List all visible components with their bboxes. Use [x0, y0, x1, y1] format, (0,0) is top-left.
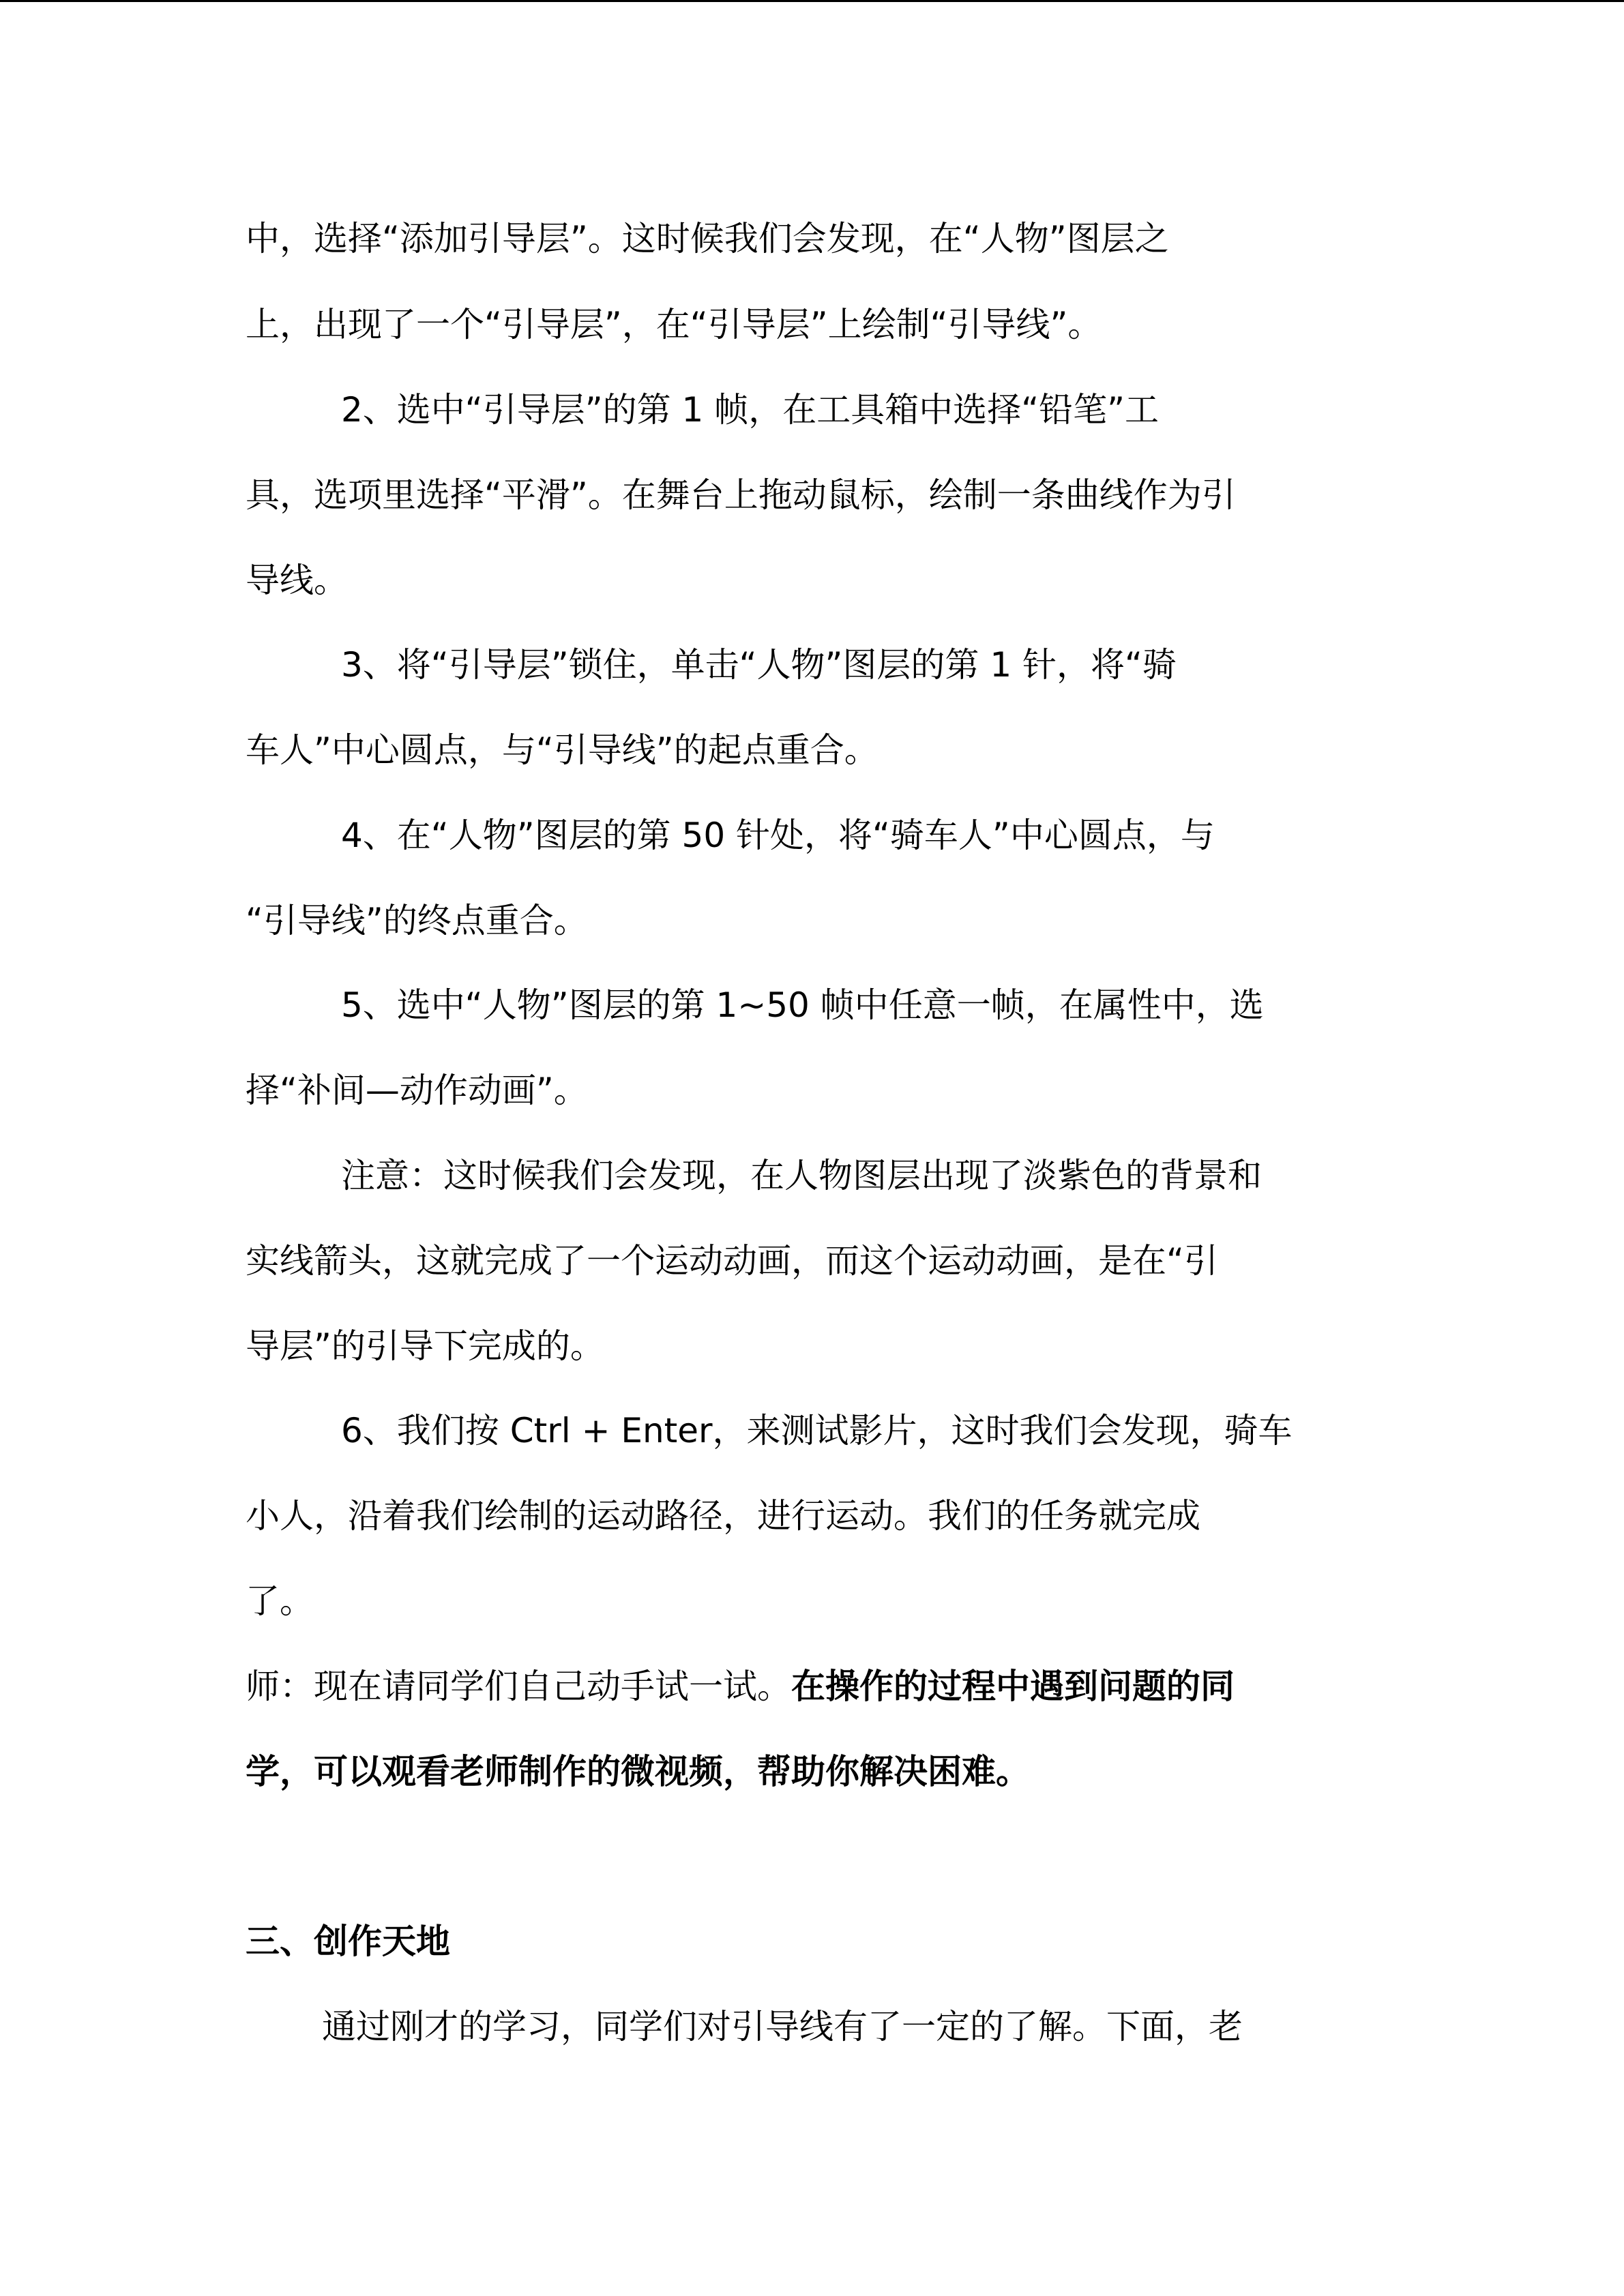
step-3-line-1: 3、将“引导层”锁住，单击“人物”图层的第 1 针，将“骑 — [341, 645, 1177, 685]
note-line-3: 导层”的引导下完成的。 — [246, 1326, 604, 1366]
step-3-line-2: 车人”中心圆点，与“引导线”的起点重合。 — [246, 730, 879, 770]
teacher-line-1-regular: 师：现在请同学们自己动手试一试。 — [246, 1667, 791, 1706]
teacher-line-1-bold: 在操作的过程中遇到问题的同 — [791, 1667, 1235, 1706]
teacher-line-1 — [246, 1666, 1235, 1707]
note-line-1: 注意：这时候我们会发现，在人物图层出现了淡紫色的背景和 — [341, 1156, 1262, 1195]
section-heading: 三、创作天地 — [246, 1922, 450, 1961]
step-2-line-2: 具，选项里选择“平滑”。在舞台上拖动鼠标，绘制一条曲线作为引 — [246, 475, 1236, 515]
note-line-2: 实线箭头，这就完成了一个运动动画，而这个运动动画，是在“引 — [246, 1241, 1218, 1281]
paragraph-line-2: 上，出现了一个“引导层”，在“引导层”上绘制“引导线”。 — [246, 305, 1102, 344]
step-2-line-3: 导线。 — [246, 561, 348, 600]
section-paragraph-line-1: 通过刚才的学习，同学们对引导线有了一定的了解。下面，老 — [322, 2007, 1243, 2046]
paragraph-line-1: 中，选择“添加引导层”。这时候我们会发现，在“人物”图层之 — [246, 219, 1169, 258]
teacher-line-2: 学，可以观看老师制作的微视频，帮助你解决困难。 — [246, 1752, 1030, 1791]
document-page — [246, 0, 1378, 2296]
step-5-line-1: 5、选中“人物”图层的第 1~50 帧中任意一帧，在属性中，选 — [341, 985, 1264, 1025]
step-4-line-2: “引导线”的终点重合。 — [246, 901, 588, 940]
step-6-line-2: 小人，沿着我们绘制的运动路径，进行运动。我们的任务就完成 — [246, 1496, 1200, 1536]
step-6-line-1: 6、我们按 Ctrl + Enter，来测试影片，这时我们会发现，骑车 — [341, 1411, 1293, 1450]
step-5-line-2: 择“补间—动作动画”。 — [246, 1071, 588, 1110]
step-6-line-3: 了。 — [246, 1581, 314, 1621]
step-2-line-1: 2、选中“引导层”的第 1 帧，在工具箱中选择“铅笔”工 — [341, 390, 1160, 430]
step-4-line-1: 4、在“人物”图层的第 50 针处，将“骑车人”中心圆点，与 — [341, 816, 1215, 855]
